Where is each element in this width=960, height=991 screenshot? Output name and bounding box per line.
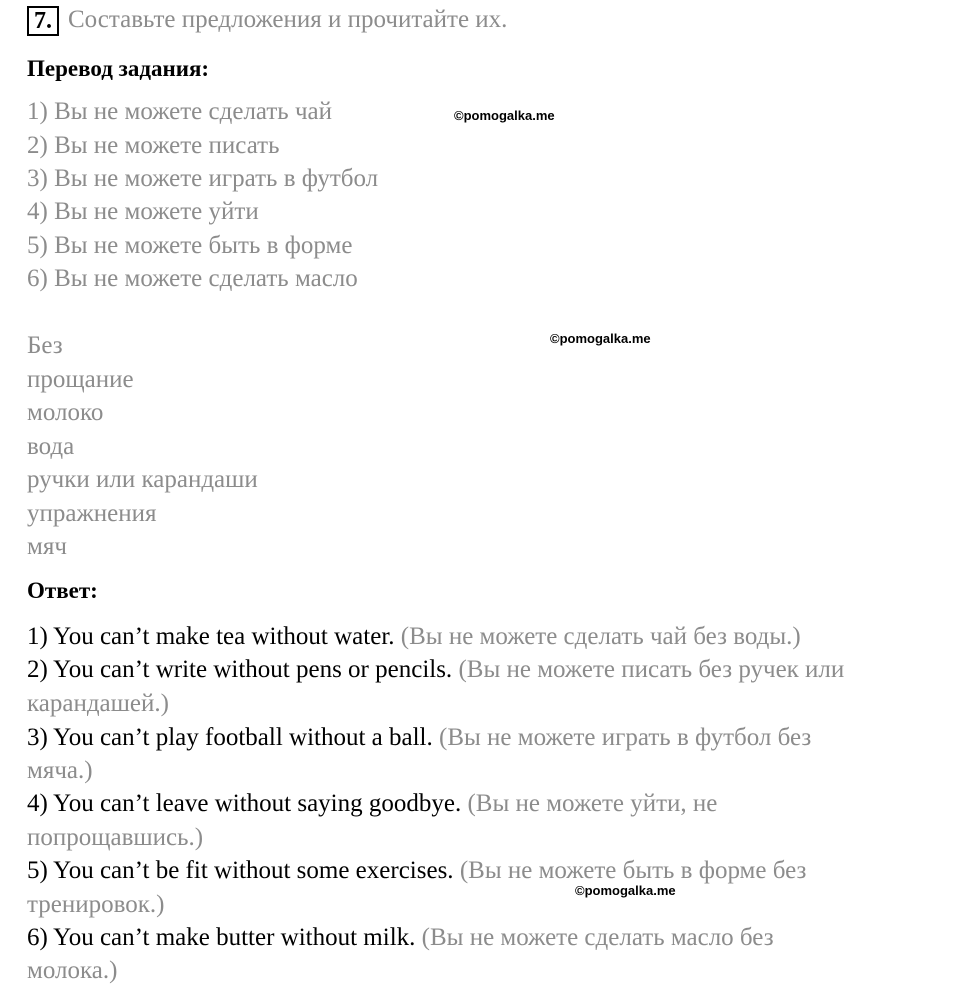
translation-word-3: молоко [27, 399, 104, 426]
answer-english-4: 4) You can’t leave without saying goodbye. [27, 790, 462, 817]
watermark-1: ©pomogalka.me [454, 108, 555, 123]
answer-english-5: 5) You can’t be fit without some exercises. [27, 857, 454, 884]
answer-russian-3-continued: мяча.) [27, 757, 93, 784]
answer-russian-3: (Вы не можете играть в футбол без [439, 724, 812, 751]
answer-item-3 [27, 723, 811, 753]
translation-word-1: Без [27, 332, 63, 359]
answer-russian-1: (Вы не можете сделать чай без воды.) [400, 623, 801, 650]
answer-item-5 [27, 856, 806, 886]
answer-item-2 [27, 655, 844, 685]
translation-sentence-1: 1) Вы не можете сделать чай [27, 98, 332, 125]
answer-item-1 [27, 622, 801, 652]
answer-russian-5-continued: тренировок.) [27, 891, 165, 918]
translation-sentence-6: 6) Вы не можете сделать масло [27, 265, 358, 292]
task-title: Составьте предложения и прочитайте их. [68, 6, 508, 33]
translation-word-5: ручки или карандаши [27, 466, 258, 493]
task-number-box: 7. [27, 6, 59, 36]
answer-english-3: 3) You can’t play football without a ball. [27, 724, 433, 751]
answer-heading: Ответ: [27, 578, 98, 603]
answer-english-2: 2) You can’t write without pens or pencils. [27, 656, 453, 683]
translation-word-7: мяч [27, 533, 67, 560]
translation-sentence-2: 2) Вы не можете писать [27, 132, 280, 159]
translation-sentence-5: 5) Вы не можете быть в форме [27, 232, 353, 259]
translation-word-2: прощание [27, 366, 134, 393]
translation-word-4: вода [27, 433, 75, 460]
translation-sentence-4: 4) Вы не можете уйти [27, 198, 259, 225]
translation-sentence-3: 3) Вы не можете играть в футбол [27, 165, 379, 192]
answer-item-6 [27, 923, 774, 953]
answer-russian-6-continued: молока.) [27, 957, 118, 984]
answer-english-6: 6) You can’t make butter without milk. [27, 924, 416, 951]
answer-english-1: 1) You can’t make tea without water. [27, 623, 395, 650]
answer-russian-5: (Вы не можете быть в форме без [459, 857, 807, 884]
answer-russian-2: (Вы не можете писать без ручек или [458, 656, 845, 683]
answer-russian-4: (Вы не можете уйти, не [467, 790, 718, 817]
answer-item-4 [27, 789, 717, 819]
watermark-2: ©pomogalka.me [550, 331, 651, 346]
translation-word-6: упражнения [27, 500, 157, 527]
answer-russian-2-continued: карандашей.) [27, 690, 169, 717]
answer-russian-6: (Вы не можете сделать масло без [421, 924, 774, 951]
translation-heading: Перевод задания: [27, 56, 210, 81]
watermark-3: ©pomogalka.me [575, 883, 676, 898]
answer-russian-4-continued: попрощавшись.) [27, 824, 204, 851]
